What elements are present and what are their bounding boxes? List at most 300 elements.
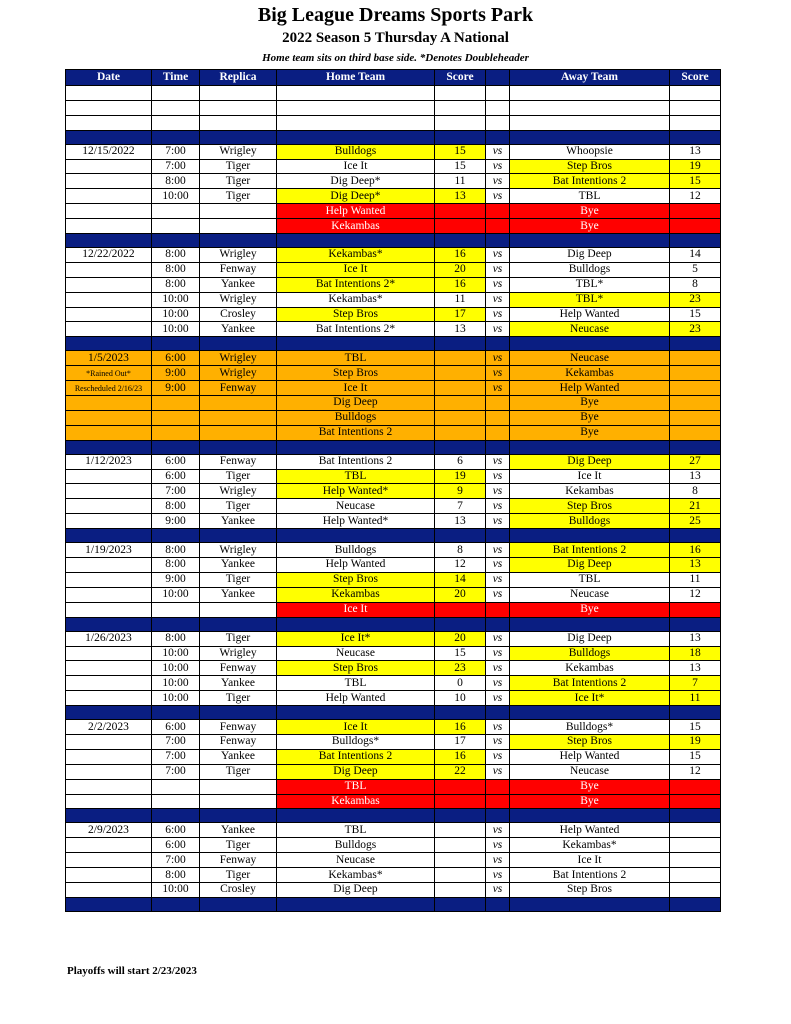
game-row xyxy=(66,572,721,587)
date-cell xyxy=(66,174,152,189)
replica-cell: Crosley xyxy=(200,307,277,322)
home-score-cell xyxy=(435,351,486,366)
replica-cell: Fenway xyxy=(200,734,277,749)
replica-cell: Yankee xyxy=(200,676,277,691)
empty-cell xyxy=(200,115,277,130)
home-score-cell xyxy=(435,602,486,617)
vs-cell: vs xyxy=(486,734,510,749)
home-team-cell: Kekambas* xyxy=(277,248,435,263)
away-score-cell: 12 xyxy=(670,189,721,204)
empty-cell xyxy=(66,706,152,720)
vs-cell: vs xyxy=(486,469,510,484)
date-cell xyxy=(66,691,152,706)
empty-cell xyxy=(200,130,277,144)
home-team-cell: Kekambas xyxy=(277,794,435,809)
away-score-cell: 15 xyxy=(670,307,721,322)
empty-cell xyxy=(152,234,200,248)
replica-cell: Wrigley xyxy=(200,248,277,263)
time-cell: 8:00 xyxy=(152,499,200,514)
replica-cell: Tiger xyxy=(200,499,277,514)
away-team-cell: Bulldogs xyxy=(510,262,670,277)
away-team-cell: Bulldogs* xyxy=(510,720,670,735)
away-team-cell: Bye xyxy=(510,794,670,809)
home-team-cell: Ice It xyxy=(277,262,435,277)
date-cell xyxy=(66,646,152,661)
home-team-cell: Help Wanted xyxy=(277,204,435,219)
game-row xyxy=(66,661,721,676)
empty-cell xyxy=(200,440,277,454)
away-team-cell: Bat Intentions 2 xyxy=(510,174,670,189)
game-row xyxy=(66,381,721,396)
vs-cell: vs xyxy=(486,691,510,706)
home-team-cell: Help Wanted* xyxy=(277,484,435,499)
game-row xyxy=(66,499,721,514)
away-team-cell: TBL* xyxy=(510,277,670,292)
away-score-cell xyxy=(670,868,721,883)
home-team-cell: Bat Intentions 2* xyxy=(277,277,435,292)
time-cell: 9:00 xyxy=(152,514,200,529)
time-cell: 9:00 xyxy=(152,572,200,587)
date-cell xyxy=(66,868,152,883)
empty-cell xyxy=(152,86,200,101)
date-cell xyxy=(66,558,152,573)
away-team-cell: TBL xyxy=(510,189,670,204)
empty-cell xyxy=(66,130,152,144)
game-row xyxy=(66,868,721,883)
home-team-cell: Step Bros xyxy=(277,572,435,587)
away-score-cell: 15 xyxy=(670,174,721,189)
replica-cell: Wrigley xyxy=(200,484,277,499)
home-team-cell: Kekambas* xyxy=(277,868,435,883)
empty-cell xyxy=(277,809,435,823)
away-score-cell xyxy=(670,602,721,617)
vs-cell: vs xyxy=(486,366,510,381)
empty-cell xyxy=(435,86,486,101)
replica-cell: Tiger xyxy=(200,159,277,174)
empty-cell xyxy=(486,706,510,720)
home-score-cell: 12 xyxy=(435,558,486,573)
away-team-cell: TBL* xyxy=(510,292,670,307)
home-score-cell: 8 xyxy=(435,543,486,558)
date-cell: 1/26/2023 xyxy=(66,631,152,646)
away-team-cell: TBL xyxy=(510,572,670,587)
vs-cell xyxy=(486,602,510,617)
empty-cell xyxy=(277,617,435,631)
game-row xyxy=(66,543,721,558)
empty-cell xyxy=(152,617,200,631)
away-score-cell: 13 xyxy=(670,558,721,573)
away-team-cell: Kekambas xyxy=(510,661,670,676)
empty-cell xyxy=(670,706,721,720)
empty-cell xyxy=(670,897,721,911)
home-team-cell: Ice It xyxy=(277,720,435,735)
away-team-cell: Bye xyxy=(510,425,670,440)
home-team-cell: Dig Deep* xyxy=(277,174,435,189)
time-cell: 9:00 xyxy=(152,381,200,396)
empty-cell xyxy=(66,529,152,543)
date-cell: 2/9/2023 xyxy=(66,823,152,838)
vs-cell: vs xyxy=(486,572,510,587)
empty-cell xyxy=(200,809,277,823)
empty-cell xyxy=(486,337,510,351)
empty-cell xyxy=(510,234,670,248)
time-cell: 6:00 xyxy=(152,823,200,838)
date-cell: 2/2/2023 xyxy=(66,720,152,735)
vs-cell: vs xyxy=(486,189,510,204)
replica-cell: Yankee xyxy=(200,514,277,529)
empty-cell xyxy=(670,130,721,144)
game-row xyxy=(66,764,721,779)
empty-cell xyxy=(435,130,486,144)
date-cell xyxy=(66,499,152,514)
home-team-cell: TBL xyxy=(277,469,435,484)
away-score-cell xyxy=(670,219,721,234)
away-score-cell: 7 xyxy=(670,676,721,691)
empty-cell xyxy=(670,86,721,101)
empty-cell xyxy=(200,617,277,631)
replica-cell: Wrigley xyxy=(200,646,277,661)
vs-cell xyxy=(486,204,510,219)
home-team-cell: Step Bros xyxy=(277,661,435,676)
home-score-cell: 0 xyxy=(435,676,486,691)
home-score-cell: 14 xyxy=(435,572,486,587)
empty-cell xyxy=(277,130,435,144)
home-team-cell: Ice It xyxy=(277,602,435,617)
separator-row xyxy=(66,130,721,144)
home-score-cell: 19 xyxy=(435,469,486,484)
home-score-cell xyxy=(435,779,486,794)
home-team-cell: TBL xyxy=(277,676,435,691)
empty-cell xyxy=(486,809,510,823)
date-cell xyxy=(66,587,152,602)
col-away-score: Score xyxy=(670,70,721,86)
away-score-cell: 14 xyxy=(670,248,721,263)
vs-cell: vs xyxy=(486,823,510,838)
empty-cell xyxy=(277,706,435,720)
replica-cell: Tiger xyxy=(200,174,277,189)
home-team-cell: Bulldogs xyxy=(277,144,435,159)
empty-cell xyxy=(66,100,152,115)
vs-cell: vs xyxy=(486,454,510,469)
time-cell: 6:00 xyxy=(152,351,200,366)
empty-cell xyxy=(486,130,510,144)
date-cell xyxy=(66,572,152,587)
replica-cell: Tiger xyxy=(200,868,277,883)
vs-cell xyxy=(486,794,510,809)
home-team-cell: Neucase xyxy=(277,499,435,514)
time-cell xyxy=(152,794,200,809)
schedule-table xyxy=(65,69,721,912)
vs-cell: vs xyxy=(486,248,510,263)
empty-cell xyxy=(152,100,200,115)
time-cell: 10:00 xyxy=(152,292,200,307)
vs-cell: vs xyxy=(486,484,510,499)
time-cell: 8:00 xyxy=(152,868,200,883)
game-row xyxy=(66,307,721,322)
blank-row xyxy=(66,100,721,115)
away-team-cell: Bulldogs xyxy=(510,646,670,661)
vs-cell: vs xyxy=(486,676,510,691)
home-score-cell: 16 xyxy=(435,277,486,292)
game-row xyxy=(66,204,721,219)
home-score-cell: 17 xyxy=(435,307,486,322)
home-team-cell: Step Bros xyxy=(277,307,435,322)
replica-cell xyxy=(200,425,277,440)
away-score-cell xyxy=(670,838,721,853)
date-cell: 12/22/2022 xyxy=(66,248,152,263)
date-cell xyxy=(66,307,152,322)
time-cell: 10:00 xyxy=(152,322,200,337)
time-cell: 8:00 xyxy=(152,277,200,292)
game-row xyxy=(66,558,721,573)
empty-cell xyxy=(200,706,277,720)
time-cell: 7:00 xyxy=(152,749,200,764)
empty-cell xyxy=(435,809,486,823)
replica-cell: Tiger xyxy=(200,469,277,484)
vs-cell: vs xyxy=(486,631,510,646)
home-team-cell: Bat Intentions 2 xyxy=(277,749,435,764)
away-score-cell: 15 xyxy=(670,720,721,735)
home-team-cell: TBL xyxy=(277,823,435,838)
separator-row xyxy=(66,529,721,543)
away-score-cell: 13 xyxy=(670,661,721,676)
home-score-cell xyxy=(435,381,486,396)
date-cell xyxy=(66,204,152,219)
date-cell xyxy=(66,292,152,307)
home-team-cell: Kekambas xyxy=(277,219,435,234)
game-row xyxy=(66,484,721,499)
game-row xyxy=(66,174,721,189)
home-score-cell: 20 xyxy=(435,262,486,277)
replica-cell: Yankee xyxy=(200,587,277,602)
replica-cell: Yankee xyxy=(200,823,277,838)
away-score-cell xyxy=(670,882,721,897)
home-score-cell xyxy=(435,882,486,897)
vs-cell: vs xyxy=(486,307,510,322)
home-team-cell: Help Wanted* xyxy=(277,514,435,529)
time-cell: 10:00 xyxy=(152,587,200,602)
away-score-cell: 11 xyxy=(670,572,721,587)
empty-cell xyxy=(66,337,152,351)
replica-cell: Tiger xyxy=(200,691,277,706)
empty-cell xyxy=(277,115,435,130)
replica-cell: Wrigley xyxy=(200,144,277,159)
home-score-cell: 10 xyxy=(435,691,486,706)
time-cell: 8:00 xyxy=(152,558,200,573)
vs-cell: vs xyxy=(486,262,510,277)
home-team-cell: Ice It* xyxy=(277,631,435,646)
vs-cell xyxy=(486,410,510,425)
game-row xyxy=(66,159,721,174)
time-cell: 8:00 xyxy=(152,174,200,189)
separator-row xyxy=(66,440,721,454)
vs-cell: vs xyxy=(486,720,510,735)
empty-cell xyxy=(277,529,435,543)
away-team-cell: Step Bros xyxy=(510,159,670,174)
away-team-cell: Kekambas xyxy=(510,484,670,499)
home-team-cell: Dig Deep xyxy=(277,396,435,411)
vs-cell: vs xyxy=(486,144,510,159)
away-score-cell: 23 xyxy=(670,292,721,307)
page-subtitle: 2022 Season 5 Thursday A National xyxy=(282,30,509,46)
date-cell xyxy=(66,602,152,617)
empty-cell xyxy=(510,337,670,351)
empty-cell xyxy=(510,809,670,823)
away-score-cell: 27 xyxy=(670,454,721,469)
replica-cell: Wrigley xyxy=(200,543,277,558)
home-score-cell: 20 xyxy=(435,631,486,646)
empty-cell xyxy=(200,897,277,911)
replica-cell: Crosley xyxy=(200,882,277,897)
empty-cell xyxy=(277,100,435,115)
game-row xyxy=(66,277,721,292)
game-row xyxy=(66,882,721,897)
separator-row xyxy=(66,809,721,823)
home-team-cell: Kekambas xyxy=(277,587,435,602)
away-score-cell xyxy=(670,823,721,838)
time-cell: 6:00 xyxy=(152,720,200,735)
away-team-cell: Bye xyxy=(510,219,670,234)
date-cell: Rescheduled 2/16/23 xyxy=(66,381,152,396)
home-team-cell: Help Wanted xyxy=(277,558,435,573)
home-team-cell: Bulldogs xyxy=(277,410,435,425)
empty-cell xyxy=(277,234,435,248)
home-score-cell: 16 xyxy=(435,720,486,735)
game-row xyxy=(66,514,721,529)
date-cell: 1/5/2023 xyxy=(66,351,152,366)
header-row xyxy=(66,70,721,86)
time-cell xyxy=(152,425,200,440)
vs-cell xyxy=(486,396,510,411)
replica-cell: Fenway xyxy=(200,262,277,277)
home-score-cell: 11 xyxy=(435,174,486,189)
time-cell: 7:00 xyxy=(152,484,200,499)
replica-cell: Yankee xyxy=(200,322,277,337)
home-score-cell xyxy=(435,396,486,411)
away-team-cell: Step Bros xyxy=(510,734,670,749)
footer-note: Playoffs will start 2/23/2023 xyxy=(67,965,197,977)
blank-row xyxy=(66,115,721,130)
vs-cell: vs xyxy=(486,646,510,661)
away-score-cell: 5 xyxy=(670,262,721,277)
separator-row xyxy=(66,234,721,248)
away-score-cell: 8 xyxy=(670,484,721,499)
home-score-cell: 15 xyxy=(435,646,486,661)
time-cell: 10:00 xyxy=(152,189,200,204)
empty-cell xyxy=(66,86,152,101)
home-team-cell: Bulldogs xyxy=(277,543,435,558)
vs-cell: vs xyxy=(486,661,510,676)
home-score-cell: 9 xyxy=(435,484,486,499)
away-score-cell: 12 xyxy=(670,587,721,602)
game-row xyxy=(66,351,721,366)
away-team-cell: Dig Deep xyxy=(510,558,670,573)
game-row xyxy=(66,262,721,277)
time-cell: 6:00 xyxy=(152,454,200,469)
vs-cell xyxy=(486,219,510,234)
game-row xyxy=(66,454,721,469)
away-score-cell xyxy=(670,381,721,396)
date-cell xyxy=(66,882,152,897)
time-cell: 10:00 xyxy=(152,691,200,706)
game-row xyxy=(66,794,721,809)
home-score-cell: 15 xyxy=(435,159,486,174)
away-score-cell: 8 xyxy=(670,277,721,292)
empty-cell xyxy=(435,897,486,911)
empty-cell xyxy=(510,440,670,454)
vs-cell: vs xyxy=(486,558,510,573)
home-score-cell: 16 xyxy=(435,749,486,764)
vs-cell xyxy=(486,779,510,794)
time-cell: 10:00 xyxy=(152,661,200,676)
vs-cell: vs xyxy=(486,499,510,514)
home-score-cell: 7 xyxy=(435,499,486,514)
home-team-cell: Help Wanted xyxy=(277,691,435,706)
away-score-cell: 23 xyxy=(670,322,721,337)
empty-cell xyxy=(486,617,510,631)
away-score-cell: 13 xyxy=(670,144,721,159)
separator-row xyxy=(66,617,721,631)
empty-cell xyxy=(435,529,486,543)
date-cell xyxy=(66,661,152,676)
separator-row xyxy=(66,897,721,911)
home-score-cell: 13 xyxy=(435,189,486,204)
empty-cell xyxy=(435,706,486,720)
empty-cell xyxy=(66,617,152,631)
empty-cell xyxy=(486,529,510,543)
away-score-cell: 13 xyxy=(670,631,721,646)
empty-cell xyxy=(510,706,670,720)
vs-cell: vs xyxy=(486,351,510,366)
home-score-cell xyxy=(435,853,486,868)
empty-cell xyxy=(486,100,510,115)
date-cell xyxy=(66,322,152,337)
away-team-cell: Bye xyxy=(510,396,670,411)
away-team-cell: Kekambas* xyxy=(510,838,670,853)
time-cell: 10:00 xyxy=(152,307,200,322)
col-home-score: Score xyxy=(435,70,486,86)
empty-cell xyxy=(200,337,277,351)
away-team-cell: Neucase xyxy=(510,351,670,366)
vs-cell: vs xyxy=(486,764,510,779)
away-score-cell: 21 xyxy=(670,499,721,514)
empty-cell xyxy=(152,130,200,144)
away-team-cell: Bulldogs xyxy=(510,514,670,529)
col-replica: Replica xyxy=(200,70,277,86)
empty-cell xyxy=(670,617,721,631)
date-cell xyxy=(66,159,152,174)
away-team-cell: Neucase xyxy=(510,764,670,779)
date-cell xyxy=(66,734,152,749)
away-score-cell: 11 xyxy=(670,691,721,706)
away-score-cell: 25 xyxy=(670,514,721,529)
time-cell xyxy=(152,219,200,234)
time-cell: 10:00 xyxy=(152,676,200,691)
away-score-cell xyxy=(670,396,721,411)
away-score-cell: 13 xyxy=(670,469,721,484)
empty-cell xyxy=(66,809,152,823)
home-team-cell: Step Bros xyxy=(277,366,435,381)
time-cell: 10:00 xyxy=(152,882,200,897)
schedule-body xyxy=(66,86,721,912)
away-score-cell xyxy=(670,779,721,794)
date-cell: 12/15/2022 xyxy=(66,144,152,159)
vs-cell: vs xyxy=(486,853,510,868)
empty-cell xyxy=(66,234,152,248)
away-team-cell: Dig Deep xyxy=(510,248,670,263)
empty-cell xyxy=(435,100,486,115)
game-row xyxy=(66,469,721,484)
